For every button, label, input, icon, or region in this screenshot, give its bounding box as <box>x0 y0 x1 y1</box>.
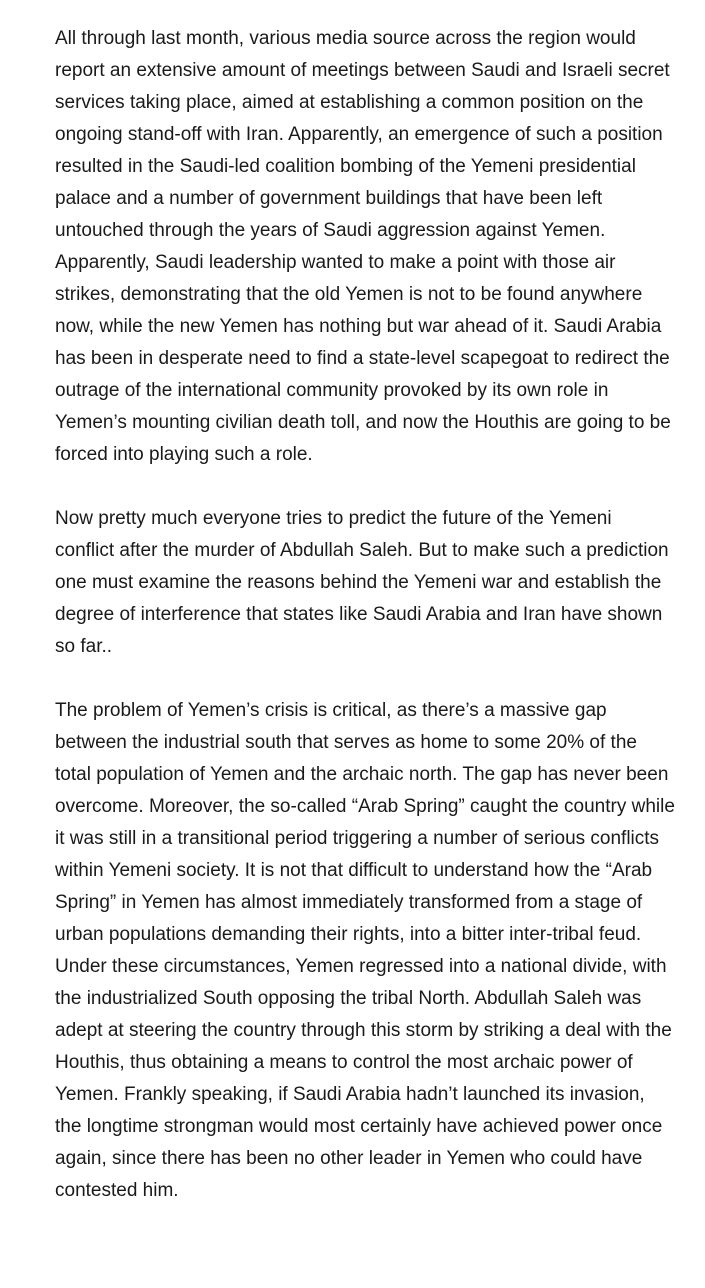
article-paragraph: All through last month, various media source across the region would report an extensive amount of meetings between Saudi and Israeli secret services taking place, aimed at establishing a common position on the ongoing stand-off with Iran. Apparently, an emergence of such a position resulted in the Saudi-led coalition bombing of the Yemeni presidential palace and a number of government buildings that have been left untouched through the years of Saudi aggression against Yemen. Apparently, Saudi leadership wanted to make a point with those air strikes, demonstrating that the old Yemen is not to be found anywhere now, while the new Yemen has nothing but war ahead of it. Saudi Arabia has been in desperate need to find a state-level scapegoat to redirect the outrage of the international community provoked by its own role in Yemen’s mounting civilian death toll, and now the Houthis are going to be forced into playing such a role. <box>55 28 671 465</box>
article-body <box>55 23 675 1207</box>
article-paragraph: Now pretty much everyone tries to predict the future of the Yemeni conflict after the murder of Abdullah Saleh. But to make such a prediction one must examine the reasons behind the Yemeni war and establish the degree of interference that states like Saudi Arabia and Iran have shown so far.. <box>55 508 669 657</box>
article-paragraph: The problem of Yemen’s crisis is critical, as there’s a massive gap between the industrial south that serves as home to some 20% of the total population of Yemen and the archaic north. The gap has never been overcome. Moreover, the so-called “Arab Spring” caught the country while it was still in a transitional period triggering a number of serious conflicts within Yemeni society. It is not that difficult to understand how the “Arab Spring” in Yemen has almost immediately transformed from a stage of urban populations demanding their rights, into a bitter inter-tribal feud. Under these circumstances, Yemen regressed into a national divide, with the industrialized South opposing the tribal North. Abdullah Saleh was adept at steering the country through this storm by striking a deal with the Houthis, thus obtaining a means to control the most archaic power of Yemen. Frankly speaking, if Saudi Arabia hadn’t launched its invasion, the longtime strongman would most certainly have achieved power once again, since there has been no other leader in Yemen who could have contested him. <box>55 700 675 1201</box>
